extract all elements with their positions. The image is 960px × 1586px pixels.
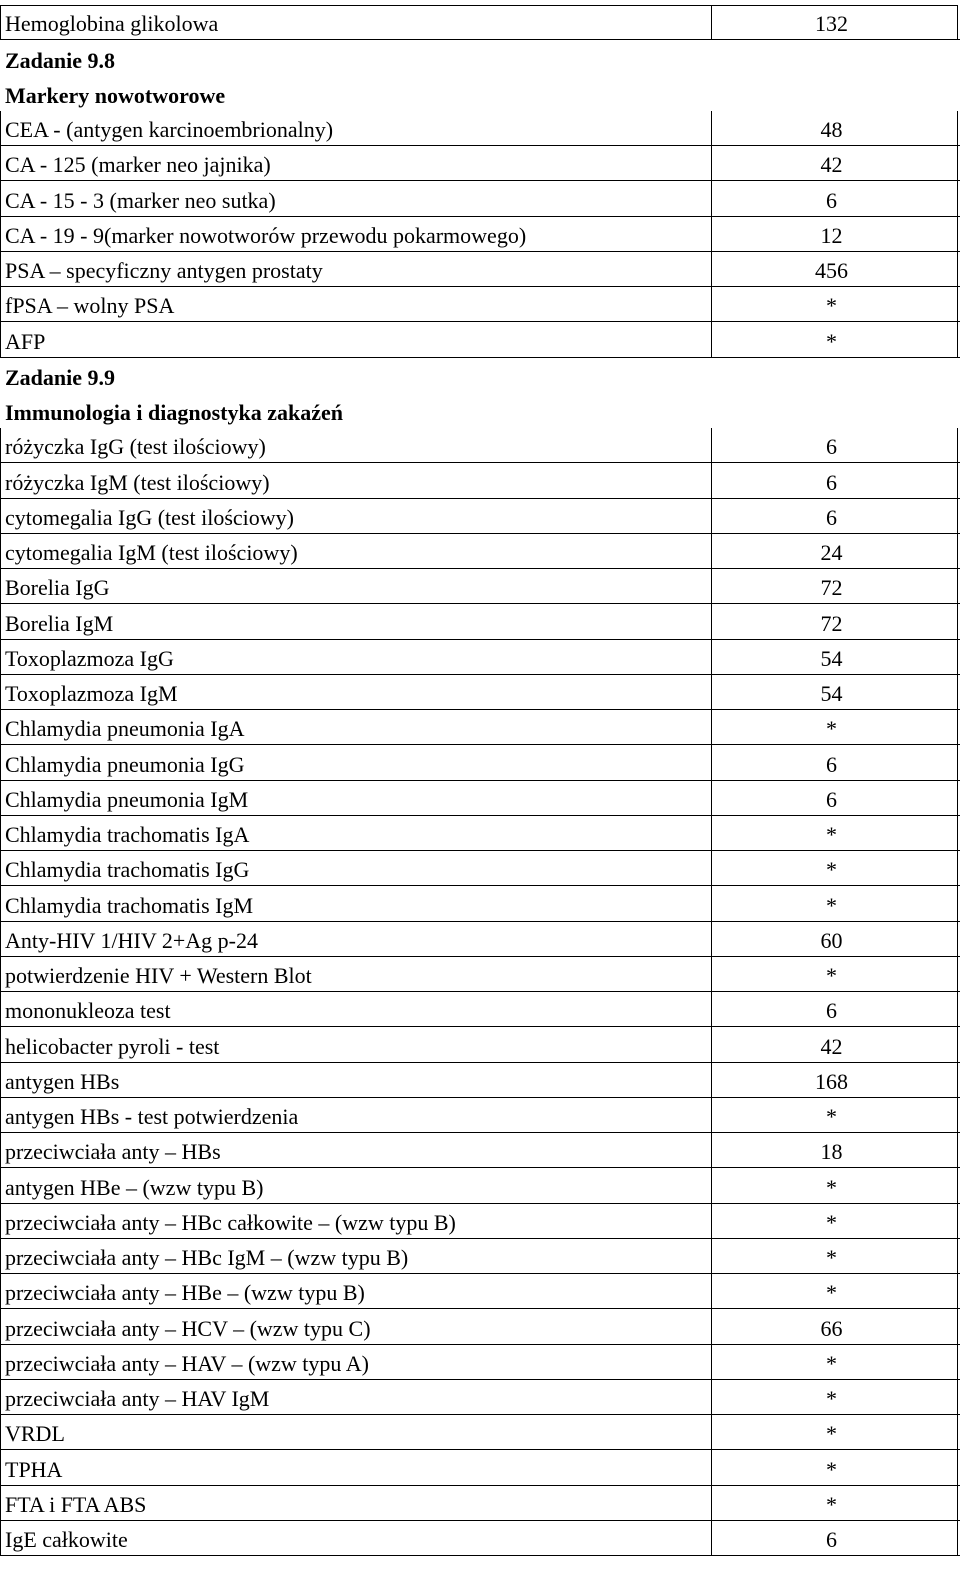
test-value: *: [826, 1350, 837, 1376]
column-divider: [711, 922, 712, 956]
section-heading-text: Immunologia i diagnostyka zakaźeń: [5, 400, 343, 425]
table-row: [0, 1063, 960, 1098]
column-divider: [711, 886, 712, 920]
test-name: przeciwciała anty – HBs: [5, 1139, 221, 1165]
test-value: 54: [820, 681, 843, 706]
test-value: 6: [826, 786, 837, 812]
test-value: *: [826, 1104, 837, 1129]
column-divider: [711, 5, 712, 39]
test-value: 18: [820, 1139, 843, 1165]
column-divider: [711, 287, 712, 321]
column-divider: [711, 1415, 712, 1449]
table-row: [0, 322, 960, 357]
test-name: Chlamydia pneumonia IgG: [5, 751, 245, 777]
test-name: Chlamydia trachomatis IgM: [5, 892, 254, 918]
test-value: *: [826, 293, 837, 319]
column-divider: [711, 1486, 712, 1520]
test-value: *: [826, 328, 837, 354]
section-heading-text: Zadanie 9.9: [5, 364, 116, 390]
test-value: 72: [820, 610, 843, 636]
column-divider: [711, 1239, 712, 1273]
table-row: [0, 217, 960, 252]
table-row: [0, 1168, 960, 1203]
test-value: *: [826, 1386, 837, 1411]
test-value: 42: [820, 1033, 843, 1059]
table-row: [0, 1274, 960, 1309]
test-name: przeciwciała anty – HAV IgM: [5, 1386, 270, 1411]
column-divider: [711, 851, 712, 885]
test-name: Anty-HIV 1/HIV 2+Ag p-24: [5, 927, 258, 953]
column-divider: [711, 252, 712, 286]
test-value: *: [826, 1456, 837, 1482]
column-divider: [711, 1380, 712, 1414]
section-heading: [0, 40, 960, 75]
test-name: AFP: [5, 328, 46, 354]
column-divider: [711, 1274, 712, 1308]
column-divider: [711, 1521, 712, 1555]
table-row: [0, 463, 960, 498]
table-row: [0, 1027, 960, 1062]
test-value: 54: [820, 645, 843, 671]
column-divider: [711, 322, 712, 356]
test-value: 6: [826, 187, 837, 213]
table-row: [0, 252, 960, 287]
test-name: cytomegalia IgM (test ilościowy): [5, 540, 298, 565]
table-row: [0, 5, 960, 40]
table-row: [0, 1450, 960, 1485]
column-divider: [711, 1027, 712, 1061]
test-value: 6: [826, 998, 837, 1024]
column-divider: [711, 181, 712, 215]
test-name: różyczka IgM (test ilościowy): [5, 469, 270, 495]
table-row: [0, 675, 960, 710]
table-row: [0, 1239, 960, 1274]
table-row: [0, 1415, 960, 1450]
column-divider: [711, 710, 712, 744]
table-row: [0, 710, 960, 745]
column-divider: [711, 745, 712, 779]
column-divider: [711, 1098, 712, 1132]
test-value: *: [826, 1491, 837, 1517]
test-value: *: [826, 1209, 837, 1235]
test-value: 6: [826, 434, 837, 460]
table-row: [0, 569, 960, 604]
test-name: CA - 15 - 3 (marker neo sutka): [5, 187, 276, 213]
column-divider: [711, 604, 712, 638]
section-heading-text: Markery nowotworowe: [5, 82, 226, 108]
test-value: *: [826, 1280, 837, 1306]
test-name: Hemoglobina glikolowa: [5, 11, 219, 37]
test-name: przeciwciała anty – HBc IgM – (wzw typu B): [5, 1245, 409, 1270]
test-value: 24: [820, 540, 843, 565]
table-row: [0, 1133, 960, 1168]
test-value: *: [826, 716, 837, 742]
test-value: 6: [826, 504, 837, 530]
column-divider: [711, 111, 712, 145]
table-row: [0, 640, 960, 675]
test-name: antygen HBs - test potwierdzenia: [5, 1104, 299, 1129]
test-name: CEA - (antygen karcinoembrionalny): [5, 117, 334, 142]
table-row: [0, 957, 960, 992]
test-value: 72: [820, 575, 843, 601]
table-row: [0, 428, 960, 463]
test-name: TPHA: [5, 1456, 63, 1482]
column-divider: [711, 1309, 712, 1343]
test-value: *: [826, 822, 837, 847]
table-row: [0, 181, 960, 216]
column-divider: [711, 1450, 712, 1484]
section-heading: [0, 76, 960, 111]
test-value: *: [826, 963, 837, 988]
column-divider: [711, 499, 712, 533]
test-name: cytomegalia IgG (test ilościowy): [5, 504, 294, 530]
table-row: [0, 604, 960, 639]
test-value: 48: [820, 117, 843, 142]
test-name: fPSA – wolny PSA: [5, 293, 175, 319]
table-row: [0, 287, 960, 322]
test-value: *: [826, 857, 837, 883]
section-heading-text: Zadanie 9.8: [5, 47, 116, 73]
test-name: FTA i FTA ABS: [5, 1491, 147, 1517]
price-table: [0, 5, 960, 1556]
table-row: [0, 1098, 960, 1133]
table-row: [0, 992, 960, 1027]
column-divider: [711, 146, 712, 180]
table-row: [0, 1486, 960, 1521]
column-divider: [711, 534, 712, 568]
test-name: Chlamydia trachomatis IgG: [5, 857, 250, 883]
test-value: 42: [820, 152, 843, 178]
table-row: [0, 1309, 960, 1344]
column-divider: [711, 217, 712, 251]
column-divider: [711, 957, 712, 991]
column-divider: [711, 992, 712, 1026]
column-divider: [711, 1063, 712, 1097]
test-name: Borelia IgG: [5, 575, 110, 601]
table-row: [0, 146, 960, 181]
test-value: 66: [820, 1315, 843, 1341]
column-divider: [711, 675, 712, 709]
column-divider: [711, 428, 712, 462]
table-row: [0, 745, 960, 780]
column-divider: [711, 1345, 712, 1379]
test-value: *: [826, 1421, 837, 1447]
test-value: 6: [826, 469, 837, 495]
test-name: IgE całkowite: [5, 1527, 128, 1552]
test-value: *: [826, 1174, 837, 1200]
table-row: [0, 1204, 960, 1239]
test-name: różyczka IgG (test ilościowy): [5, 434, 266, 460]
test-value: 12: [820, 222, 843, 248]
test-name: mononukleoza test: [5, 998, 171, 1024]
table-row: [0, 816, 960, 851]
test-name: Toxoplazmoza IgM: [5, 681, 178, 706]
test-name: PSA – specyficzny antygen prostaty: [5, 258, 323, 283]
test-name: przeciwciała anty – HBc całkowite – (wzw typu B): [5, 1209, 456, 1235]
column-divider: [711, 781, 712, 815]
test-name: Chlamydia pneumonia IgA: [5, 716, 245, 742]
test-value: 6: [826, 751, 837, 777]
section-heading: [0, 393, 960, 428]
test-name: Borelia IgM: [5, 610, 114, 636]
test-name: potwierdzenie HIV + Western Blot: [5, 963, 312, 988]
test-value: 168: [815, 1068, 848, 1094]
table-row: [0, 1521, 960, 1556]
test-name: przeciwciała anty – HAV – (wzw typu A): [5, 1350, 369, 1376]
table-row: [0, 851, 960, 886]
section-heading: [0, 358, 960, 393]
table-row: [0, 1380, 960, 1415]
table-row: [0, 534, 960, 569]
column-divider: [711, 1168, 712, 1202]
test-name: VRDL: [5, 1421, 65, 1447]
test-name: przeciwciała anty – HBe – (wzw typu B): [5, 1280, 365, 1306]
test-name: Toxoplazmoza IgG: [5, 645, 174, 671]
column-divider: [711, 569, 712, 603]
test-name: Chlamydia pneumonia IgM: [5, 786, 249, 812]
test-value: 456: [815, 258, 848, 283]
table-row: [0, 499, 960, 534]
column-divider: [711, 640, 712, 674]
test-value: 6: [826, 1527, 837, 1552]
column-divider: [711, 1204, 712, 1238]
table-row: [0, 781, 960, 816]
test-value: 132: [815, 11, 848, 37]
column-divider: [711, 816, 712, 850]
test-value: *: [826, 1245, 837, 1270]
test-value: *: [826, 892, 837, 918]
table-row: [0, 922, 960, 957]
table-row: [0, 886, 960, 921]
table-row: [0, 111, 960, 146]
test-name: antygen HBs: [5, 1068, 120, 1094]
test-name: Chlamydia trachomatis IgA: [5, 822, 250, 847]
test-name: CA - 19 - 9(marker nowotworów przewodu pokarmowego): [5, 222, 527, 248]
table-row: [0, 1345, 960, 1380]
column-divider: [711, 463, 712, 497]
test-name: antygen HBe – (wzw typu B): [5, 1174, 264, 1200]
test-value: 60: [820, 927, 843, 953]
test-name: przeciwciała anty – HCV – (wzw typu C): [5, 1315, 371, 1341]
column-divider: [711, 1133, 712, 1167]
test-name: helicobacter pyroli - test: [5, 1033, 220, 1059]
test-name: CA - 125 (marker neo jajnika): [5, 152, 271, 178]
